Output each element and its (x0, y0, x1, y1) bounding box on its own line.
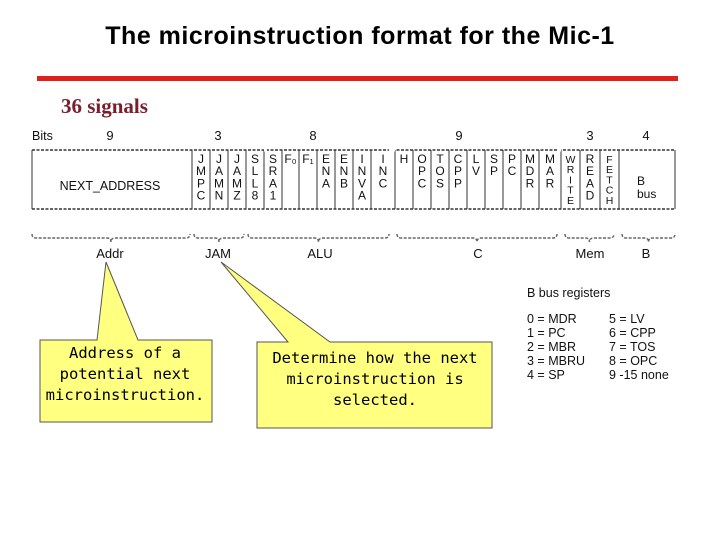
bit-alu-letter: 8 (251, 188, 259, 203)
bit-c-letter: P (489, 164, 499, 179)
bit-mem-letter: F (606, 154, 613, 166)
field-width-label: 9 (106, 128, 114, 143)
group-brace (397, 234, 557, 242)
bbus-register-entry: 6 = CPP (609, 326, 656, 340)
bit-mem-letter: R (585, 152, 595, 166)
page-title: The microinstruction format for the Mic-1 (105, 22, 615, 50)
bit-alu-letter: R (268, 164, 278, 179)
bbus-register-entry: 1 = PC (527, 326, 566, 340)
bbus-registers-right (609, 312, 669, 382)
bit-jam-letter: J (198, 152, 204, 166)
bit-alu-letter: A (321, 176, 331, 191)
bbus-field-label: bus (637, 187, 657, 201)
bit-jam-letter: M (196, 164, 206, 179)
group-brace (622, 234, 675, 242)
bit-c-letter: P (453, 164, 463, 179)
field-width-label: 3 (214, 128, 222, 143)
jam-callout-text: Determine how the next microinstruction is selected. (272, 349, 478, 409)
bit-mem-letter: R (566, 164, 575, 177)
bit-c-letter: R (545, 176, 555, 191)
bbus-register-entry: 0 = MDR (527, 312, 577, 326)
bit-mem-letter: E (605, 164, 614, 177)
bbus-register-entry: 4 = SP (527, 368, 565, 382)
bit-alu-letter: F₀ (284, 152, 297, 166)
bit-alu-letter: E (321, 152, 331, 166)
bit-c-letter: O (417, 152, 427, 166)
bit-mem-letter: I (569, 174, 572, 187)
field-width-label: 8 (309, 128, 317, 143)
bit-mem-letter: E (585, 164, 595, 179)
bit-c-letter: V (471, 164, 481, 179)
bit-alu-letter: 1 (269, 188, 277, 203)
bit-c-letter: T (436, 152, 444, 166)
bit-mem-letter: A (585, 176, 595, 191)
bit-c-letter: H (399, 152, 409, 166)
bit-c-letter: C (507, 164, 517, 179)
bit-c-letter: A (545, 164, 555, 179)
bit-c-letter: P (417, 164, 427, 179)
bbus-register-entry: 5 = LV (609, 312, 645, 326)
bbus-registers-title: B bus registers (527, 286, 611, 300)
bit-c-letter: S (489, 152, 499, 166)
group-label: C (473, 246, 483, 261)
field-width-label: 3 (586, 128, 594, 143)
bit-jam-letter: J (216, 152, 222, 166)
bit-mem-letter: T (606, 174, 613, 187)
bit-jam-letter: C (196, 188, 206, 203)
bit-c-letter: C (417, 176, 427, 191)
bit-alu-letter: E (339, 152, 349, 166)
bit-alu-letter: I (360, 152, 364, 166)
bit-jam-letter: M (232, 176, 242, 191)
bit-mem-letter: D (585, 188, 595, 203)
bit-mem-letter: E (566, 194, 575, 207)
bit-c-letter: P (453, 176, 463, 191)
group-label: Mem (575, 246, 605, 261)
bbus-register-entry: 2 = MBR (527, 340, 576, 354)
bit-c-letter: O (435, 164, 445, 179)
group-label: JAM (205, 246, 231, 261)
field-width-label: 4 (642, 128, 650, 143)
bit-alu-letter: V (357, 176, 367, 191)
bit-alu-letter: N (378, 164, 388, 179)
bit-mem-letter: T (567, 184, 574, 197)
bit-c-letter: S (435, 176, 445, 191)
group-label: ALU (307, 246, 333, 261)
bbus-register-entry: 9 -15 none (609, 368, 669, 382)
bit-jam-letter: A (232, 164, 242, 179)
bit-jam-letter: N (214, 188, 224, 203)
group-brace (565, 234, 614, 242)
group-brace (194, 234, 244, 242)
bit-c-letter: P (507, 152, 517, 166)
bit-jam-letter: M (214, 176, 224, 191)
bit-mem-letter: W (565, 154, 576, 166)
bit-mem-letter: H (605, 194, 614, 207)
bit-c-letter: C (453, 152, 463, 166)
bit-jam-letter: Z (233, 188, 241, 203)
bbus-register-entry: 8 = OPC (609, 354, 658, 368)
bits-label: Bits (32, 129, 53, 143)
bit-alu-letter: N (321, 164, 331, 179)
bit-alu-letter: A (357, 188, 367, 203)
bbus-registers-left (527, 312, 585, 382)
addr-callout-text: Address of a potential next microinstruction. (45, 344, 205, 404)
bit-alu-letter: C (378, 176, 388, 191)
bbus-register-entry: 7 = TOS (609, 340, 656, 354)
bit-alu-letter: S (250, 152, 260, 166)
bit-alu-letter: A (268, 176, 278, 191)
bit-c-letter: M (545, 152, 555, 166)
bbus-register-entry: 3 = MBRU (527, 354, 586, 368)
bit-alu-letter: N (357, 164, 367, 179)
bit-c-letter: L (472, 152, 480, 166)
bit-mem-letter: C (605, 184, 614, 197)
bit-alu-letter: F₁ (302, 152, 314, 166)
bit-alu-letter: B (339, 176, 349, 191)
bit-alu-letter: N (339, 164, 349, 179)
bit-jam-letter: P (196, 176, 206, 191)
bit-c-letter: M (525, 152, 535, 166)
bit-alu-letter: I (381, 152, 385, 166)
bit-alu-letter: S (268, 152, 278, 166)
group-label: Addr (96, 246, 124, 261)
group-brace (32, 234, 190, 242)
bit-alu-letter: L (251, 164, 259, 179)
bit-c-letter: R (525, 176, 535, 191)
bit-jam-letter: A (214, 164, 224, 179)
next-address-label: NEXT_ADDRESS (59, 179, 161, 193)
bbus-field-label: B (637, 174, 646, 188)
group-brace (248, 234, 389, 242)
field-width-label: 9 (455, 128, 463, 143)
group-label: B (641, 246, 651, 261)
bit-alu-letter: L (251, 176, 259, 191)
bit-c-letter: D (525, 164, 535, 179)
bit-jam-letter: J (234, 152, 240, 166)
signal-count-label: 36 signals (61, 94, 148, 118)
